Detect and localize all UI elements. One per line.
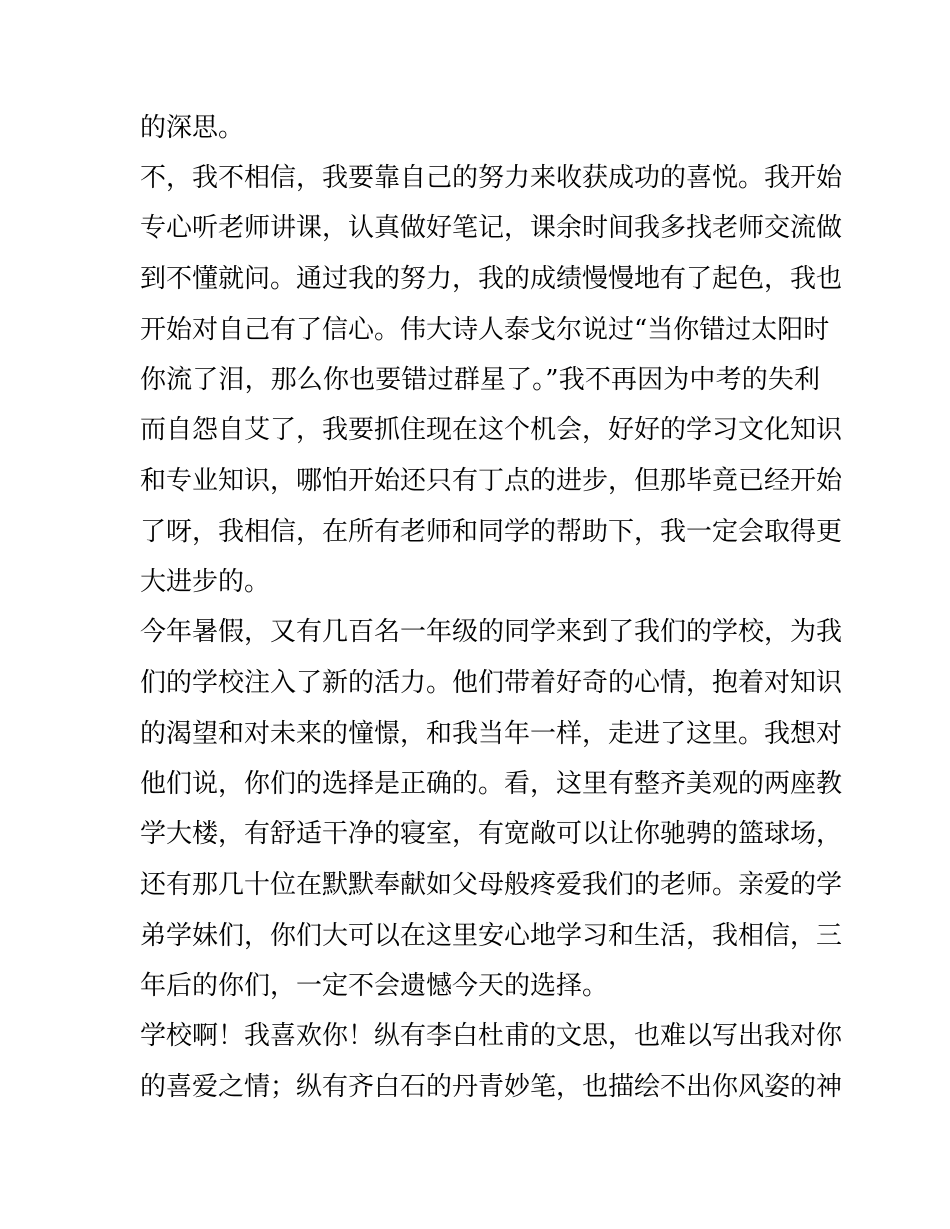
text-line: 们的学校注入了新的活力。他们带着好奇的心情，抱着对知识 [140,668,843,698]
text-line: 弟学妹们，你们大可以在这里安心地学习和生活，我相信，三 [140,921,843,951]
text-line: 学校啊！我喜欢你！纵有李白杜甫的文思，也难以写出我对你 [140,1021,843,1051]
text-line: 年后的你们，一定不会遗憾今天的选择。 [140,971,609,1001]
text-line: 的渴望和对未来的憧憬，和我当年一样，走进了这里。我想对 [140,719,843,749]
text-line: 和专业知识，哪怕开始还只有丁点的进步，但那毕竟已经开始 [140,466,843,496]
text-line: 了呀，我相信，在所有老师和同学的帮助下，我一定会取得更 [140,517,843,547]
text-line: 他们说，你们的选择是正确的。看，这里有整齐美观的两座教 [140,769,843,799]
text-line: 到不懂就问。通过我的努力，我的成绩慢慢地有了起色，我也 [140,264,843,294]
text-line: 开始对自己有了信心。伟大诗人泰戈尔说过“当你错过太阳时 [140,315,830,345]
text-line: 而自怨自艾了，我要抓住现在这个机会，好好的学习文化知识 [140,415,843,445]
text-line: 学大楼，有舒适干净的寝室，有宽敞可以让你驰骋的篮球场， [140,819,843,849]
text-line: 今年暑假，又有几百名一年级的同学来到了我们的学校，为我 [140,617,843,647]
text-line: 还有那几十位在默默奉献如父母般疼爱我们的老师。亲爱的学 [140,870,843,900]
text-line: 你流了泪，那么你也要错过群星了。”我不再因为中考的失利 [140,365,820,395]
text-line: 专心听老师讲课，认真做好笔记，课余时间我多找老师交流做 [140,213,843,243]
text-line: 的深思。 [140,113,245,143]
text-line: 不，我不相信，我要靠自己的努力来收获成功的喜悦。我开始 [140,163,843,193]
text-line: 大进步的。 [140,567,271,597]
text-line: 的喜爱之情；纵有齐白石的丹青妙笔，也描绘不出你风姿的神 [140,1072,843,1102]
